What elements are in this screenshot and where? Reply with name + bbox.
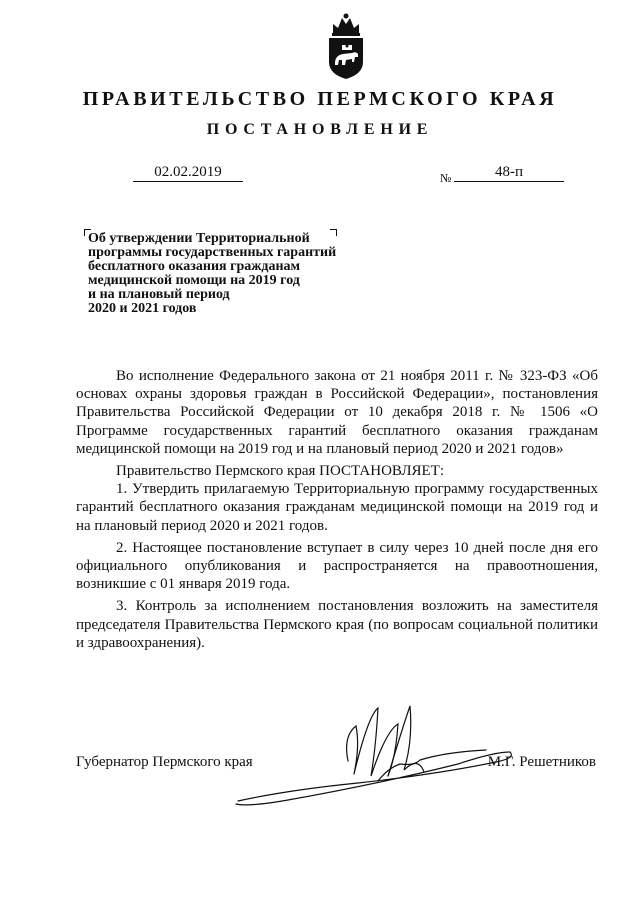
coat-of-arms-icon <box>325 12 367 80</box>
document-body <box>76 367 598 652</box>
resolution-paragraph: Правительство Пермского края ПОСТАНОВЛЯЕТ: <box>116 463 445 480</box>
number-label: № <box>440 171 452 185</box>
document-date: 02.02.2019 <box>133 164 243 182</box>
subject-line: и на плановый период <box>88 287 230 302</box>
clause-3-paragraph: 3. Контроль за исполнением постановления возложить на заместителя председателя Правительства Пермского края (по вопросам социальной политики и здравоохранения). <box>76 598 598 651</box>
subject-line: программы государственных гарантий <box>88 245 337 260</box>
subject-line: бесплатного оказания гражданам <box>88 259 301 274</box>
handwritten-signature <box>228 686 588 816</box>
document-type-title: ПОСТАНОВЛЕНИЕ <box>206 121 434 138</box>
document-subject <box>88 232 348 316</box>
subject-line: 2020 и 2021 годов <box>88 301 197 316</box>
signatory-position: Губернатор Пермского края <box>76 754 253 770</box>
subject-line: медицинской помощи на 2019 год <box>88 273 300 288</box>
organization-title: ПРАВИТЕЛЬСТВО ПЕРМСКОГО КРАЯ <box>82 88 558 110</box>
clause-2-paragraph: 2. Настоящее постановление вступает в силу через 10 дней после дня его официального опубликования и распространяется на правоотношения, возникшие с 01 января 2019 года. <box>76 539 598 593</box>
subject-line: Об утверждении Территориальной <box>88 231 310 246</box>
document-number: 48-п <box>454 164 564 182</box>
signatory-name: М.Г. Решетников <box>487 754 596 770</box>
clause-1-paragraph: 1. Утвердить прилагаемую Территориальную программу государственных гарантий бесплатного оказания гражданам медицинской помощи на 2019 год и на плановый период 2020 и 2021 годов. <box>76 481 598 534</box>
preamble-paragraph: Во исполнение Федерального закона от 21 ноября 2011 г. № 323-ФЗ «Об основах охраны здоровья граждан в Российской Федерации», постановления Правительства Российской Федерации от 10 декабря 2018 г. № 1506 «О Программе государственных гарантий бесплатного оказания гражданам медицинской помощи на 2019 год и на плановый период 2020 и 2021 годов» <box>76 368 598 457</box>
